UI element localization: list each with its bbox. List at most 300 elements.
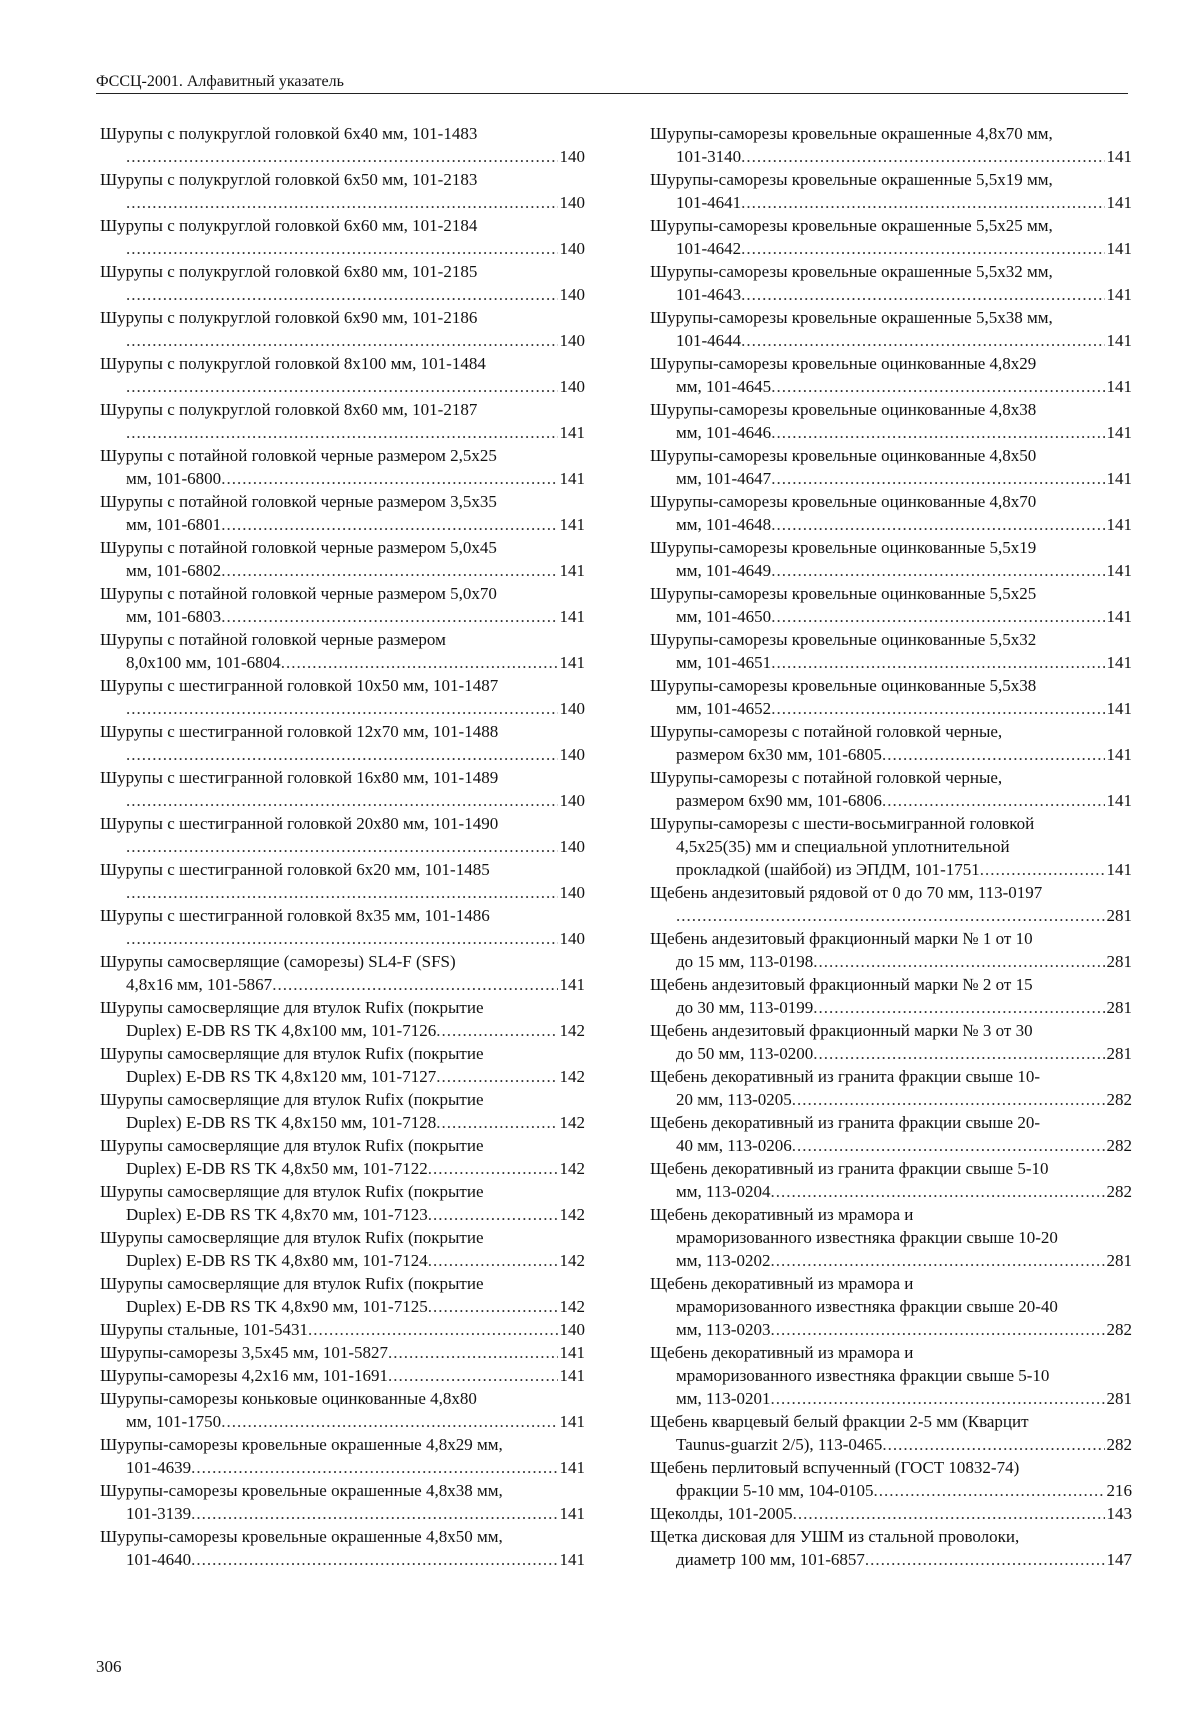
dot-leader xyxy=(191,1548,557,1571)
entry-text-line: Шурупы-саморезы кровельные окрашенные 5,5х25 мм, xyxy=(650,216,1053,235)
entry-page-ref: 142 xyxy=(559,1021,585,1040)
entry-text-line: Шурупы-саморезы кровельные окрашенные 4,8х50 мм, xyxy=(100,1527,503,1546)
index-entry xyxy=(650,260,1132,306)
dot-leader xyxy=(436,1065,557,1088)
entry-text-line: Щебень андезитовый фракционный марки № 1 от 10 xyxy=(650,929,1033,948)
entry-last-line xyxy=(650,1433,1132,1456)
entry-text-line: мм, 101-4651 xyxy=(676,653,772,672)
entry-text-line: Щебень андезитовый фракционный марки № 2 от 15 xyxy=(650,975,1033,994)
entry-text-line: 101-4642 xyxy=(676,239,742,258)
entry-page-ref: 141 xyxy=(559,423,585,442)
entry-last-line xyxy=(650,467,1132,490)
dot-leader xyxy=(741,191,1104,214)
dot-leader xyxy=(792,1088,1105,1111)
entry-page-ref: 141 xyxy=(559,653,585,672)
entry-page-ref: 142 xyxy=(559,1297,585,1316)
entry-last-line xyxy=(100,375,585,398)
entry-last-line xyxy=(100,697,585,720)
entry-page-ref: 282 xyxy=(1106,1182,1132,1201)
entry-text-line: Duplex) E-DB RS TK 4,8х80 мм, 101-7124 xyxy=(126,1251,428,1270)
index-entry xyxy=(100,812,585,858)
index-entry xyxy=(100,398,585,444)
entry-last-line xyxy=(100,145,585,168)
dot-leader xyxy=(126,743,558,766)
index-entry xyxy=(650,812,1132,881)
index-entry xyxy=(650,1019,1132,1065)
dot-leader xyxy=(771,605,1104,628)
entry-text-line: Щебень декоративный из мрамора и xyxy=(650,1274,914,1293)
dot-leader xyxy=(741,283,1104,306)
dot-leader xyxy=(741,145,1104,168)
dot-leader xyxy=(126,881,558,904)
index-entry xyxy=(100,996,585,1042)
entry-text-line: 101-3140 xyxy=(676,147,742,166)
entry-page-ref: 141 xyxy=(559,515,585,534)
entry-page-ref: 141 xyxy=(1106,331,1132,350)
index-entry xyxy=(100,1318,585,1341)
index-entry xyxy=(100,1525,585,1571)
entry-text-line: Шурупы-саморезы с потайной головкой черные, xyxy=(650,722,1003,741)
entry-text-line: Шурупы-саморезы кровельные оцинкованные 5,5х38 xyxy=(650,676,1037,695)
entry-text-line: Шурупы с потайной головкой черные размером 3,5х35 xyxy=(100,492,497,511)
entry-text-line: Шурупы-саморезы кровельные оцинкованные 5,5х25 xyxy=(650,584,1037,603)
entry-text-line: мм, 113-0203 xyxy=(676,1320,771,1339)
entry-last-line xyxy=(650,950,1132,973)
entry-last-line xyxy=(100,1203,585,1226)
entry-text-line: Duplex) E-DB RS TK 4,8х90 мм, 101-7125 xyxy=(126,1297,428,1316)
entry-page-ref: 141 xyxy=(559,975,585,994)
entry-text-line: мм, 101-4645 xyxy=(676,377,772,396)
entry-text-line: Шурупы самосверлящие для втулок Rufix (покрытие xyxy=(100,1228,484,1247)
entry-last-line xyxy=(650,329,1132,352)
index-entry xyxy=(100,214,585,260)
entry-last-line xyxy=(650,1088,1132,1111)
entry-last-line xyxy=(650,1180,1132,1203)
index-entry xyxy=(650,1341,1132,1410)
entry-page-ref: 140 xyxy=(559,331,585,350)
index-entry xyxy=(100,1479,585,1525)
entry-text-line: Шурупы с полукруглой головкой 8х60 мм, 101-2187 xyxy=(100,400,478,419)
entry-text-line: Щебень андезитовый фракционный марки № 3 от 30 xyxy=(650,1021,1033,1040)
entry-last-line xyxy=(650,697,1132,720)
entry-text-line: фракции 5-10 мм, 104-0105 xyxy=(676,1481,874,1500)
entry-text-line: Шурупы с шестигранной головкой 8х35 мм, 101-1486 xyxy=(100,906,490,925)
dot-leader xyxy=(771,697,1104,720)
entry-text-line: прокладкой (шайбой) из ЭПДМ, 101-1751 xyxy=(676,860,980,879)
index-entry xyxy=(650,1203,1132,1272)
dot-leader xyxy=(771,513,1104,536)
index-entry xyxy=(650,398,1132,444)
dot-leader xyxy=(281,651,558,674)
entry-text-line: Шурупы с полукруглой головкой 6х40 мм, 101-1483 xyxy=(100,124,478,143)
dot-leader xyxy=(741,329,1104,352)
entry-last-line xyxy=(650,1548,1132,1571)
entry-text-line: мм, 113-0201 xyxy=(676,1389,771,1408)
index-entry xyxy=(650,490,1132,536)
dot-leader xyxy=(428,1203,558,1226)
entry-text-line: Шурупы-саморезы кровельные оцинкованные 4,8х38 xyxy=(650,400,1037,419)
entry-text-line: Шурупы-саморезы кровельные окрашенные 4,8х70 мм, xyxy=(650,124,1053,143)
entry-page-ref: 141 xyxy=(1106,653,1132,672)
entry-last-line xyxy=(650,1134,1132,1157)
entry-text-line: 40 мм, 113-0206 xyxy=(676,1136,792,1155)
index-entry xyxy=(650,1111,1132,1157)
entry-text-line: Шурупы с полукруглой головкой 6х90 мм, 101-2186 xyxy=(100,308,478,327)
index-entry xyxy=(650,1502,1132,1525)
entry-text-line: Шурупы-саморезы кровельные окрашенные 5,5х32 мм, xyxy=(650,262,1053,281)
entry-page-ref: 140 xyxy=(559,883,585,902)
entry-last-line xyxy=(100,743,585,766)
entry-last-line xyxy=(100,467,585,490)
entry-last-line xyxy=(650,1387,1132,1410)
entry-page-ref: 140 xyxy=(559,929,585,948)
dot-leader xyxy=(388,1364,558,1387)
index-entry xyxy=(100,1088,585,1134)
entry-text-line: Щебень кварцевый белый фракции 2-5 мм (Кварцит xyxy=(650,1412,1029,1431)
entry-text-line: мм, 113-0204 xyxy=(676,1182,771,1201)
entry-last-line xyxy=(650,1479,1132,1502)
entry-text-line: Шурупы с полукруглой головкой 6х60 мм, 101-2184 xyxy=(100,216,478,235)
entry-last-line xyxy=(650,858,1132,881)
entry-text-line: Шурупы-саморезы кровельные оцинкованные 5,5х32 xyxy=(650,630,1037,649)
entry-text-line: Шурупы стальные, 101-5431 xyxy=(100,1320,309,1339)
entry-page-ref: 141 xyxy=(1106,469,1132,488)
entry-text-line: мм, 101-4647 xyxy=(676,469,772,488)
entry-text-line: Шурупы-саморезы 3,5х45 мм, 101-5827 xyxy=(100,1343,388,1362)
entry-text-line: 4,5х25(35) мм и специальной уплотнительной xyxy=(676,837,1010,856)
index-entry xyxy=(100,1180,585,1226)
running-header: ФССЦ-2001. Алфавитный указатель xyxy=(96,73,344,90)
dot-leader xyxy=(676,904,1105,927)
dot-leader xyxy=(813,950,1104,973)
index-entry xyxy=(650,444,1132,490)
entry-page-ref: 140 xyxy=(559,699,585,718)
entry-text-line: размером 6х30 мм, 101-6805 xyxy=(676,745,882,764)
entry-text-line: мм, 101-4648 xyxy=(676,515,772,534)
entry-last-line xyxy=(100,237,585,260)
dot-leader xyxy=(771,421,1104,444)
entry-text-line: мм, 101-4649 xyxy=(676,561,772,580)
dot-leader xyxy=(771,559,1104,582)
entry-last-line xyxy=(650,743,1132,766)
entry-page-ref: 141 xyxy=(559,1550,585,1569)
entry-page-ref: 141 xyxy=(1106,699,1132,718)
dot-leader xyxy=(191,1456,557,1479)
entry-page-ref: 141 xyxy=(1106,745,1132,764)
entry-last-line xyxy=(100,835,585,858)
entry-text-line: Шурупы с потайной головкой черные размером 2,5х25 xyxy=(100,446,497,465)
entry-text-line: мраморизованного известняка фракции свыше 5-10 xyxy=(676,1366,1050,1385)
index-entry xyxy=(100,1226,585,1272)
dot-leader xyxy=(771,1318,1105,1341)
dot-leader xyxy=(126,237,558,260)
entry-text-line: Щебень декоративный из гранита фракции свыше 20- xyxy=(650,1113,1040,1132)
index-entry xyxy=(650,582,1132,628)
entry-text-line: Шурупы с потайной головкой черные размером 5,0х45 xyxy=(100,538,497,557)
entry-text-line: Шурупы-саморезы кровельные окрашенные 5,5х19 мм, xyxy=(650,170,1053,189)
entry-text-line: 101-3139 xyxy=(126,1504,192,1523)
dot-leader xyxy=(126,191,558,214)
entry-text-line: до 15 мм, 113-0198 xyxy=(676,952,814,971)
entry-text-line: диаметр 100 мм, 101-6857 xyxy=(676,1550,865,1569)
entry-page-ref: 141 xyxy=(1106,860,1132,879)
entry-last-line xyxy=(650,145,1132,168)
dot-leader xyxy=(436,1111,557,1134)
entry-page-ref: 147 xyxy=(1106,1550,1132,1569)
dot-leader xyxy=(126,697,558,720)
entry-last-line xyxy=(100,421,585,444)
index-entry xyxy=(100,536,585,582)
entry-page-ref: 281 xyxy=(1106,1251,1132,1270)
entry-text-line: Щебень декоративный из мрамора и xyxy=(650,1205,914,1224)
dot-leader xyxy=(272,973,557,996)
dot-leader xyxy=(980,858,1105,881)
dot-leader xyxy=(221,559,557,582)
entry-page-ref: 281 xyxy=(1106,1044,1132,1063)
entry-last-line xyxy=(650,605,1132,628)
entry-text-line: мм, 101-6803 xyxy=(126,607,222,626)
entry-text-line: Шурупы с полукруглой головкой 8х100 мм, 101-1484 xyxy=(100,354,486,373)
entry-page-ref: 141 xyxy=(559,469,585,488)
entry-page-ref: 141 xyxy=(559,1412,585,1431)
entry-last-line xyxy=(650,1042,1132,1065)
dot-leader xyxy=(221,605,557,628)
entry-last-line xyxy=(100,927,585,950)
index-entry xyxy=(650,720,1132,766)
entry-page-ref: 141 xyxy=(1106,239,1132,258)
entry-text-line: Щетка дисковая для УШМ из стальной проволоки, xyxy=(650,1527,1020,1546)
entry-text-line: Шурупы с потайной головкой черные размером xyxy=(100,630,446,649)
index-entry xyxy=(650,352,1132,398)
index-entry xyxy=(650,1065,1132,1111)
entry-last-line xyxy=(100,789,585,812)
entry-page-ref: 140 xyxy=(559,377,585,396)
entry-last-line xyxy=(100,283,585,306)
index-entry xyxy=(650,1525,1132,1571)
entry-page-ref: 140 xyxy=(559,147,585,166)
entry-text-line: Шурупы-саморезы коньковые оцинкованные 4,8х80 xyxy=(100,1389,477,1408)
index-entry xyxy=(650,1272,1132,1341)
entry-text-line: мм, 101-6802 xyxy=(126,561,222,580)
dot-leader xyxy=(126,835,558,858)
entry-page-ref: 141 xyxy=(1106,193,1132,212)
entry-text-line: 101-4640 xyxy=(126,1550,192,1569)
entry-text-line: Щебень декоративный из гранита фракции свыше 5-10 xyxy=(650,1159,1049,1178)
entry-last-line xyxy=(650,1318,1132,1341)
index-entry xyxy=(650,973,1132,1019)
entry-page-ref: 141 xyxy=(1106,791,1132,810)
dot-leader xyxy=(126,375,558,398)
index-entry xyxy=(100,582,585,628)
dot-leader xyxy=(126,789,558,812)
entry-last-line xyxy=(100,1548,585,1571)
entry-text-line: Щеколды, 101-2005 xyxy=(650,1504,793,1523)
entry-text-line: мм, 113-0202 xyxy=(676,1251,771,1270)
entry-page-ref: 281 xyxy=(1106,906,1132,925)
dot-leader xyxy=(813,996,1104,1019)
index-entry xyxy=(100,950,585,996)
entry-last-line xyxy=(100,191,585,214)
index-entry xyxy=(650,1456,1132,1502)
entry-page-ref: 281 xyxy=(1106,998,1132,1017)
entry-text-line: Шурупы с полукруглой головкой 6х80 мм, 101-2185 xyxy=(100,262,478,281)
entry-text-line: Duplex) E-DB RS TK 4,8х100 мм, 101-7126 xyxy=(126,1021,437,1040)
entry-last-line xyxy=(100,1111,585,1134)
entry-text-line: 8,0х100 мм, 101-6804 xyxy=(126,653,281,672)
entry-page-ref: 142 xyxy=(559,1205,585,1224)
entry-page-ref: 141 xyxy=(559,607,585,626)
entry-page-ref: 282 xyxy=(1106,1320,1132,1339)
index-entry xyxy=(650,214,1132,260)
entry-page-ref: 140 xyxy=(559,239,585,258)
entry-last-line xyxy=(650,191,1132,214)
entry-last-line xyxy=(650,1249,1132,1272)
dot-leader xyxy=(771,1249,1105,1272)
dot-leader xyxy=(771,467,1104,490)
dot-leader xyxy=(873,1479,1104,1502)
entry-page-ref: 141 xyxy=(1106,377,1132,396)
entry-text-line: мм, 101-6800 xyxy=(126,469,222,488)
entry-last-line xyxy=(100,881,585,904)
entry-last-line xyxy=(650,283,1132,306)
entry-last-line xyxy=(650,1502,1132,1525)
entry-text-line: Шурупы самосверлящие для втулок Rufix (покрытие xyxy=(100,1090,484,1109)
entry-last-line xyxy=(650,375,1132,398)
dot-leader xyxy=(865,1548,1105,1571)
entry-last-line xyxy=(100,513,585,536)
dot-leader xyxy=(882,789,1105,812)
entry-text-line: Шурупы самосверлящие для втулок Rufix (покрытие xyxy=(100,1182,484,1201)
entry-last-line xyxy=(100,1157,585,1180)
header-rule xyxy=(96,93,1128,94)
entry-text-line: мм, 101-4650 xyxy=(676,607,772,626)
entry-page-ref: 282 xyxy=(1106,1090,1132,1109)
entry-page-ref: 142 xyxy=(559,1251,585,1270)
dot-leader xyxy=(221,467,557,490)
index-entry xyxy=(100,306,585,352)
entry-text-line: размером 6х90 мм, 101-6806 xyxy=(676,791,882,810)
entry-text-line: Шурупы с потайной головкой черные размером 5,0х70 xyxy=(100,584,497,603)
index-entry xyxy=(100,490,585,536)
index-entry xyxy=(100,1272,585,1318)
entry-last-line xyxy=(100,1019,585,1042)
entry-text-line: Шурупы с шестигранной головкой 20х80 мм, 101-1490 xyxy=(100,814,499,833)
entry-text-line: Шурупы-саморезы кровельные окрашенные 4,8х29 мм, xyxy=(100,1435,503,1454)
entry-page-ref: 141 xyxy=(559,561,585,580)
entry-last-line xyxy=(650,237,1132,260)
entry-text-line: Щебень декоративный из гранита фракции свыше 10- xyxy=(650,1067,1040,1086)
dot-leader xyxy=(771,375,1104,398)
entry-text-line: Шурупы-саморезы кровельные оцинкованные 4,8х70 xyxy=(650,492,1037,511)
entry-text-line: Щебень перлитовый вспученный (ГОСТ 10832-74) xyxy=(650,1458,1020,1477)
entry-text-line: Щебень андезитовый рядовой от 0 до 70 мм, 113-0197 xyxy=(650,883,1043,902)
entry-text-line: мраморизованного известняка фракции свыше 20-40 xyxy=(676,1297,1058,1316)
entry-text-line: Шурупы самосверлящие (саморезы) SL4-F (SFS) xyxy=(100,952,456,971)
dot-leader xyxy=(741,237,1104,260)
index-entry xyxy=(650,628,1132,674)
entry-last-line xyxy=(100,1502,585,1525)
dot-leader xyxy=(428,1157,558,1180)
dot-leader xyxy=(221,1410,557,1433)
entry-last-line xyxy=(650,513,1132,536)
entry-page-ref: 141 xyxy=(559,1366,585,1385)
entry-text-line: Duplex) E-DB RS TK 4,8х120 мм, 101-7127 xyxy=(126,1067,437,1086)
entry-last-line xyxy=(100,1364,585,1387)
entry-page-ref: 141 xyxy=(1106,607,1132,626)
entry-text-line: Шурупы с шестигранной головкой 10х50 мм, 101-1487 xyxy=(100,676,499,695)
entry-text-line: Шурупы-саморезы 4,2х16 мм, 101-1691 xyxy=(100,1366,388,1385)
index-column-left xyxy=(100,122,585,1571)
entry-text-line: до 50 мм, 113-0200 xyxy=(676,1044,814,1063)
dot-leader xyxy=(771,1387,1105,1410)
entry-page-ref: 143 xyxy=(1106,1504,1132,1523)
page-number: 306 xyxy=(96,1657,122,1676)
index-entry xyxy=(650,536,1132,582)
entry-page-ref: 141 xyxy=(559,1504,585,1523)
entry-text-line: мм, 101-1750 xyxy=(126,1412,222,1431)
dot-leader xyxy=(793,1502,1105,1525)
entry-page-ref: 282 xyxy=(1106,1136,1132,1155)
entry-page-ref: 140 xyxy=(559,193,585,212)
entry-text-line: Шурупы самосверлящие для втулок Rufix (покрытие xyxy=(100,998,484,1017)
entry-page-ref: 142 xyxy=(559,1159,585,1178)
entry-last-line xyxy=(650,996,1132,1019)
entry-page-ref: 142 xyxy=(559,1113,585,1132)
dot-leader xyxy=(126,927,558,950)
entry-text-line: Щебень декоративный из мрамора и xyxy=(650,1343,914,1362)
entry-last-line xyxy=(100,1456,585,1479)
entry-page-ref: 140 xyxy=(559,1320,585,1339)
entry-text-line: Шурупы самосверлящие для втулок Rufix (покрытие xyxy=(100,1274,484,1293)
entry-text-line: Шурупы самосверлящие для втулок Rufix (покрытие xyxy=(100,1044,484,1063)
index-entry xyxy=(100,628,585,674)
entry-text-line: Шурупы с полукруглой головкой 6х50 мм, 101-2183 xyxy=(100,170,478,189)
entry-text-line: 101-4639 xyxy=(126,1458,192,1477)
entry-text-line: Taunus-guarzit 2/5), 113-0465 xyxy=(676,1435,883,1454)
entry-text-line: Шурупы с шестигранной головкой 12х70 мм, 101-1488 xyxy=(100,722,499,741)
entry-text-line: до 30 мм, 113-0199 xyxy=(676,998,814,1017)
index-entry xyxy=(100,1364,585,1387)
entry-page-ref: 140 xyxy=(559,745,585,764)
entry-page-ref: 281 xyxy=(1106,1389,1132,1408)
entry-text-line: Шурупы-саморезы с потайной головкой черные, xyxy=(650,768,1003,787)
index-entry xyxy=(650,1410,1132,1456)
entry-last-line xyxy=(100,559,585,582)
index-entry xyxy=(650,168,1132,214)
index-entry xyxy=(100,674,585,720)
entry-last-line xyxy=(100,1295,585,1318)
dot-leader xyxy=(126,421,558,444)
entry-last-line xyxy=(100,973,585,996)
dot-leader xyxy=(436,1019,557,1042)
entry-text-line: Шурупы с шестигранной головкой 16х80 мм, 101-1489 xyxy=(100,768,499,787)
index-entry xyxy=(100,904,585,950)
entry-last-line xyxy=(100,1410,585,1433)
entry-text-line: мм, 101-4652 xyxy=(676,699,772,718)
dot-leader xyxy=(126,329,558,352)
entry-page-ref: 141 xyxy=(559,1458,585,1477)
entry-page-ref: 142 xyxy=(559,1067,585,1086)
index-entry xyxy=(650,881,1132,927)
dot-leader xyxy=(428,1295,558,1318)
index-entry xyxy=(100,720,585,766)
entry-text-line: Шурупы-саморезы с шести-восьмигранной головкой xyxy=(650,814,1035,833)
index-entry xyxy=(100,122,585,168)
entry-text-line: 4,8х16 мм, 101-5867 xyxy=(126,975,273,994)
dot-leader xyxy=(221,513,557,536)
entry-last-line xyxy=(100,651,585,674)
index-entry xyxy=(650,927,1132,973)
